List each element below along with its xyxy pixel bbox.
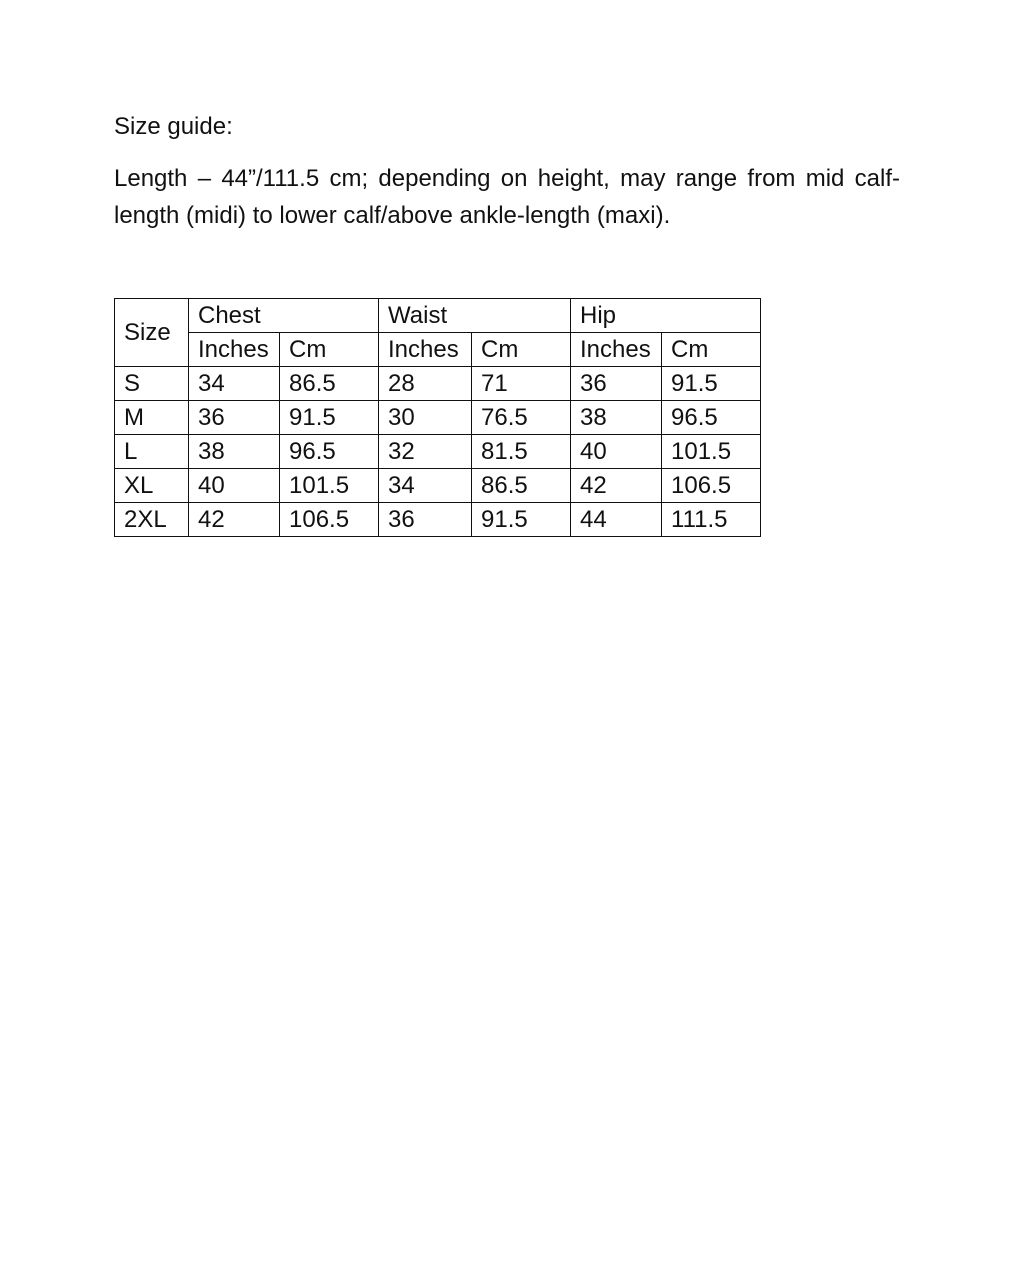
chest-inches-cell: 36 [189,401,280,435]
waist-inches-cell: 32 [379,435,472,469]
waist-cm-cell: 86.5 [472,469,571,503]
hip-cm-cell: 106.5 [662,469,761,503]
table-row [115,367,761,401]
size-table [114,298,761,537]
size-cell: XL [115,469,189,503]
table-row [115,401,761,435]
hip-inches-cell: 42 [571,469,662,503]
size-cell: L [115,435,189,469]
chest-inches-cell: 34 [189,367,280,401]
hip-inches-cell: 40 [571,435,662,469]
waist-cm-cell: 71 [472,367,571,401]
waist-inches-cell: 30 [379,401,472,435]
chest-inches-cell: 40 [189,469,280,503]
chest-inches-header: Inches [189,333,280,367]
hip-cm-cell: 111.5 [662,503,761,537]
hip-cm-cell: 96.5 [662,401,761,435]
size-cell: S [115,367,189,401]
size-column-header: Size [115,299,189,367]
waist-inches-cell: 28 [379,367,472,401]
hip-cm-cell: 101.5 [662,435,761,469]
chest-column-header: Chest [189,299,379,333]
waist-cm-cell: 81.5 [472,435,571,469]
hip-column-header: Hip [571,299,761,333]
chest-cm-cell: 91.5 [280,401,379,435]
hip-inches-header: Inches [571,333,662,367]
chest-cm-cell: 96.5 [280,435,379,469]
table-row [115,469,761,503]
size-cell: M [115,401,189,435]
chest-cm-cell: 106.5 [280,503,379,537]
chest-inches-cell: 38 [189,435,280,469]
waist-cm-cell: 91.5 [472,503,571,537]
length-description: Length – 44”/111.5 cm; depending on height, may range from mid calf-length (midi) to lower calf/above ankle-length (maxi). [114,165,900,229]
waist-inches-header: Inches [379,333,472,367]
waist-inches-cell: 34 [379,469,472,503]
hip-inches-cell: 38 [571,401,662,435]
hip-inches-cell: 36 [571,367,662,401]
table-header-row [115,299,761,333]
table-row [115,435,761,469]
document-page [114,110,900,533]
waist-cm-header: Cm [472,333,571,367]
chest-inches-cell: 42 [189,503,280,537]
waist-cm-cell: 76.5 [472,401,571,435]
table-row [115,503,761,537]
hip-cm-cell: 91.5 [662,367,761,401]
hip-cm-header: Cm [662,333,761,367]
table-subheader-row [115,333,761,367]
hip-inches-cell: 44 [571,503,662,537]
size-cell: 2XL [115,503,189,537]
page-heading: Size guide: [114,113,233,140]
chest-cm-header: Cm [280,333,379,367]
chest-cm-cell: 86.5 [280,367,379,401]
waist-column-header: Waist [379,299,571,333]
chest-cm-cell: 101.5 [280,469,379,503]
waist-inches-cell: 36 [379,503,472,537]
